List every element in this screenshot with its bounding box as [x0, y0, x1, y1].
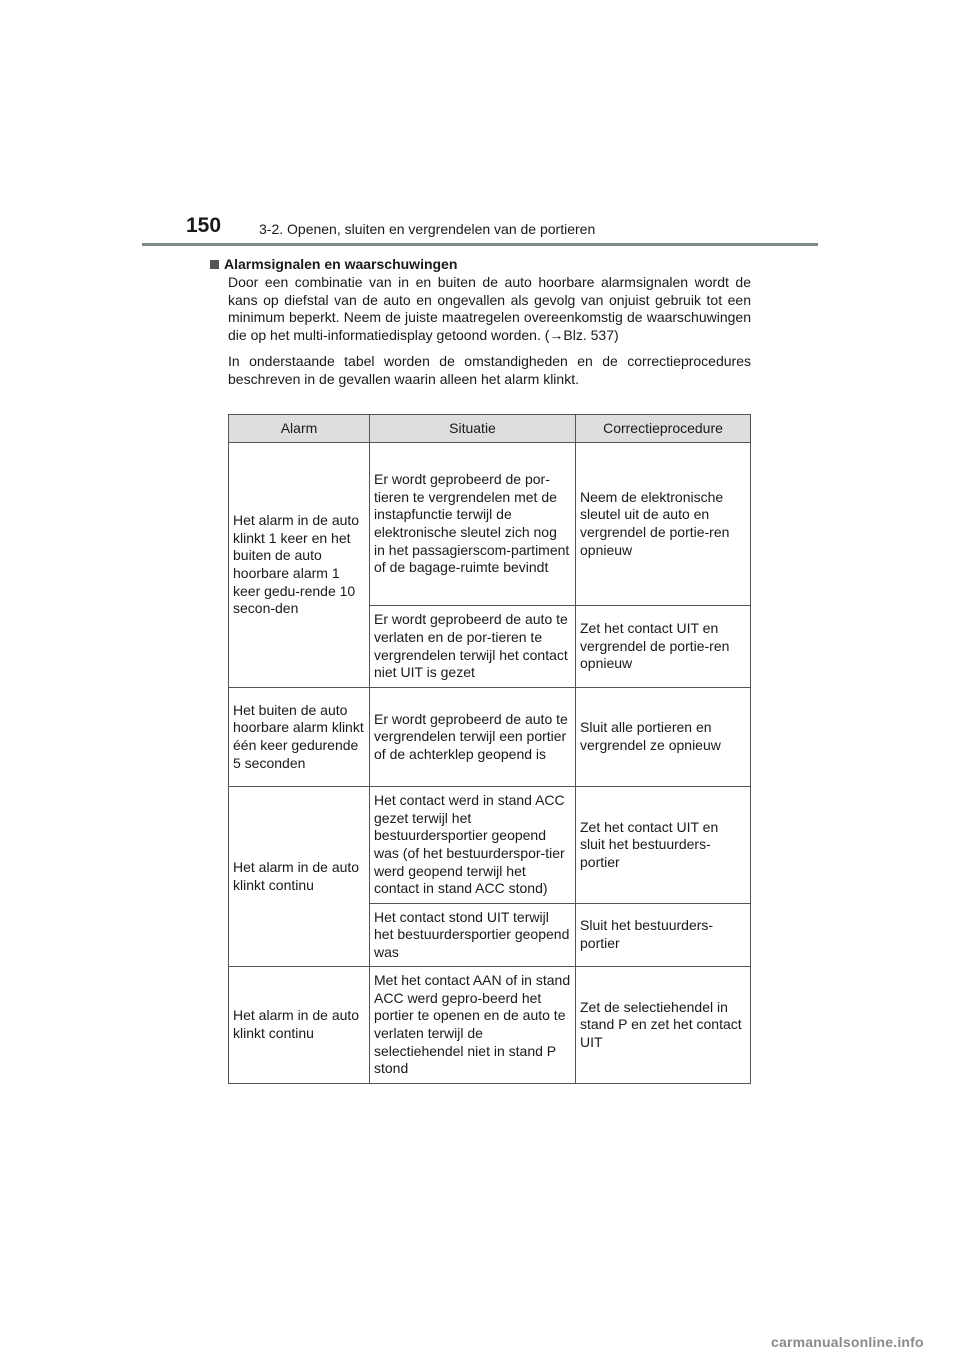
header-situatie: Situatie: [370, 415, 576, 443]
intro-paragraph: Door een combinatie van in en buiten de auto hoorbare alarmsignalen wordt de kans op diefstal van de auto en ongevallen als gevolg van onjuist gebruik tot een minimum beperkt. Neem de juiste maatregelen overeenkomstig de waarschuwingen die op het multi-informatiedisplay getoond worden. (→Blz. 537): [228, 274, 751, 343]
situation-cell: Het contact stond UIT terwijl het bestuurdersportier geopend was: [370, 904, 576, 967]
section-heading: [210, 256, 751, 272]
watermark: carmanualsonline.info: [771, 1334, 924, 1350]
page-number: 150: [186, 214, 222, 237]
square-bullet-icon: [210, 260, 219, 269]
table-row: [229, 443, 751, 606]
running-header: 3-2. Openen, sluiten en vergrendelen van de portieren: [259, 221, 596, 237]
alarm-table: [228, 414, 751, 1084]
header-alarm: Alarm: [229, 415, 370, 443]
alarm-cell: Het alarm in de auto klinkt continu: [229, 967, 370, 1084]
table-header-row: [229, 415, 751, 443]
procedure-cell: Sluit het bestuurders-portier: [576, 904, 751, 967]
table-row: [229, 688, 751, 787]
table-intro-paragraph: In onderstaande tabel worden de omstandigheden en de correctieprocedures beschreven in de gevallen waarin alleen het alarm klinkt.: [228, 353, 751, 387]
header-correctieprocedure: Correctieprocedure: [576, 415, 751, 443]
situation-cell: Met het contact AAN of in stand ACC werd gepro-beerd het portier te openen en de auto te verlaten terwijl de selectiehendel niet in stand P stond: [370, 967, 576, 1084]
alarm-cell: Het buiten de auto hoorbare alarm klinkt één keer gedurende 5 seconden: [229, 688, 370, 787]
procedure-cell: Zet het contact UIT en vergrendel de portie-ren opnieuw: [576, 606, 751, 688]
table-row: [229, 967, 751, 1084]
header-rule: [142, 243, 818, 246]
procedure-cell: Neem de elektronische sleutel uit de auto en vergrendel de portie-ren opnieuw: [576, 443, 751, 606]
alarm-cell: Het alarm in de auto klinkt continu: [229, 787, 370, 967]
section-content: [210, 256, 751, 389]
situation-cell: Er wordt geprobeerd de por-tieren te vergrendelen met de instapfunctie terwijl de elektronische sleutel zich nog in het passagierscom-partiment of de bagage-ruimte bevindt: [370, 443, 576, 606]
situation-cell: Er wordt geprobeerd de auto te vergrendelen terwijl een portier of de achterklep geopend is: [370, 688, 576, 787]
alarm-cell: Het alarm in de auto klinkt 1 keer en het buiten de auto hoorbare alarm 1 keer gedu-rende 10 secon-den: [229, 443, 370, 688]
situation-cell: Er wordt geprobeerd de auto te verlaten en de por-tieren te vergrendelen terwijl het contact niet UIT is gezet: [370, 606, 576, 688]
procedure-cell: Zet het contact UIT en sluit het bestuurders-portier: [576, 787, 751, 904]
procedure-cell: Sluit alle portieren en vergrendel ze opnieuw: [576, 688, 751, 787]
procedure-cell: Zet de selectiehendel in stand P en zet het contact UIT: [576, 967, 751, 1084]
table-row: [229, 787, 751, 904]
situation-cell: Het contact werd in stand ACC gezet terwijl het bestuurdersportier geopend was (of het bestuurderspor-tier werd geopend terwijl het contact in stand ACC stond): [370, 787, 576, 904]
section-heading-text: Alarmsignalen en waarschuwingen: [224, 256, 458, 272]
